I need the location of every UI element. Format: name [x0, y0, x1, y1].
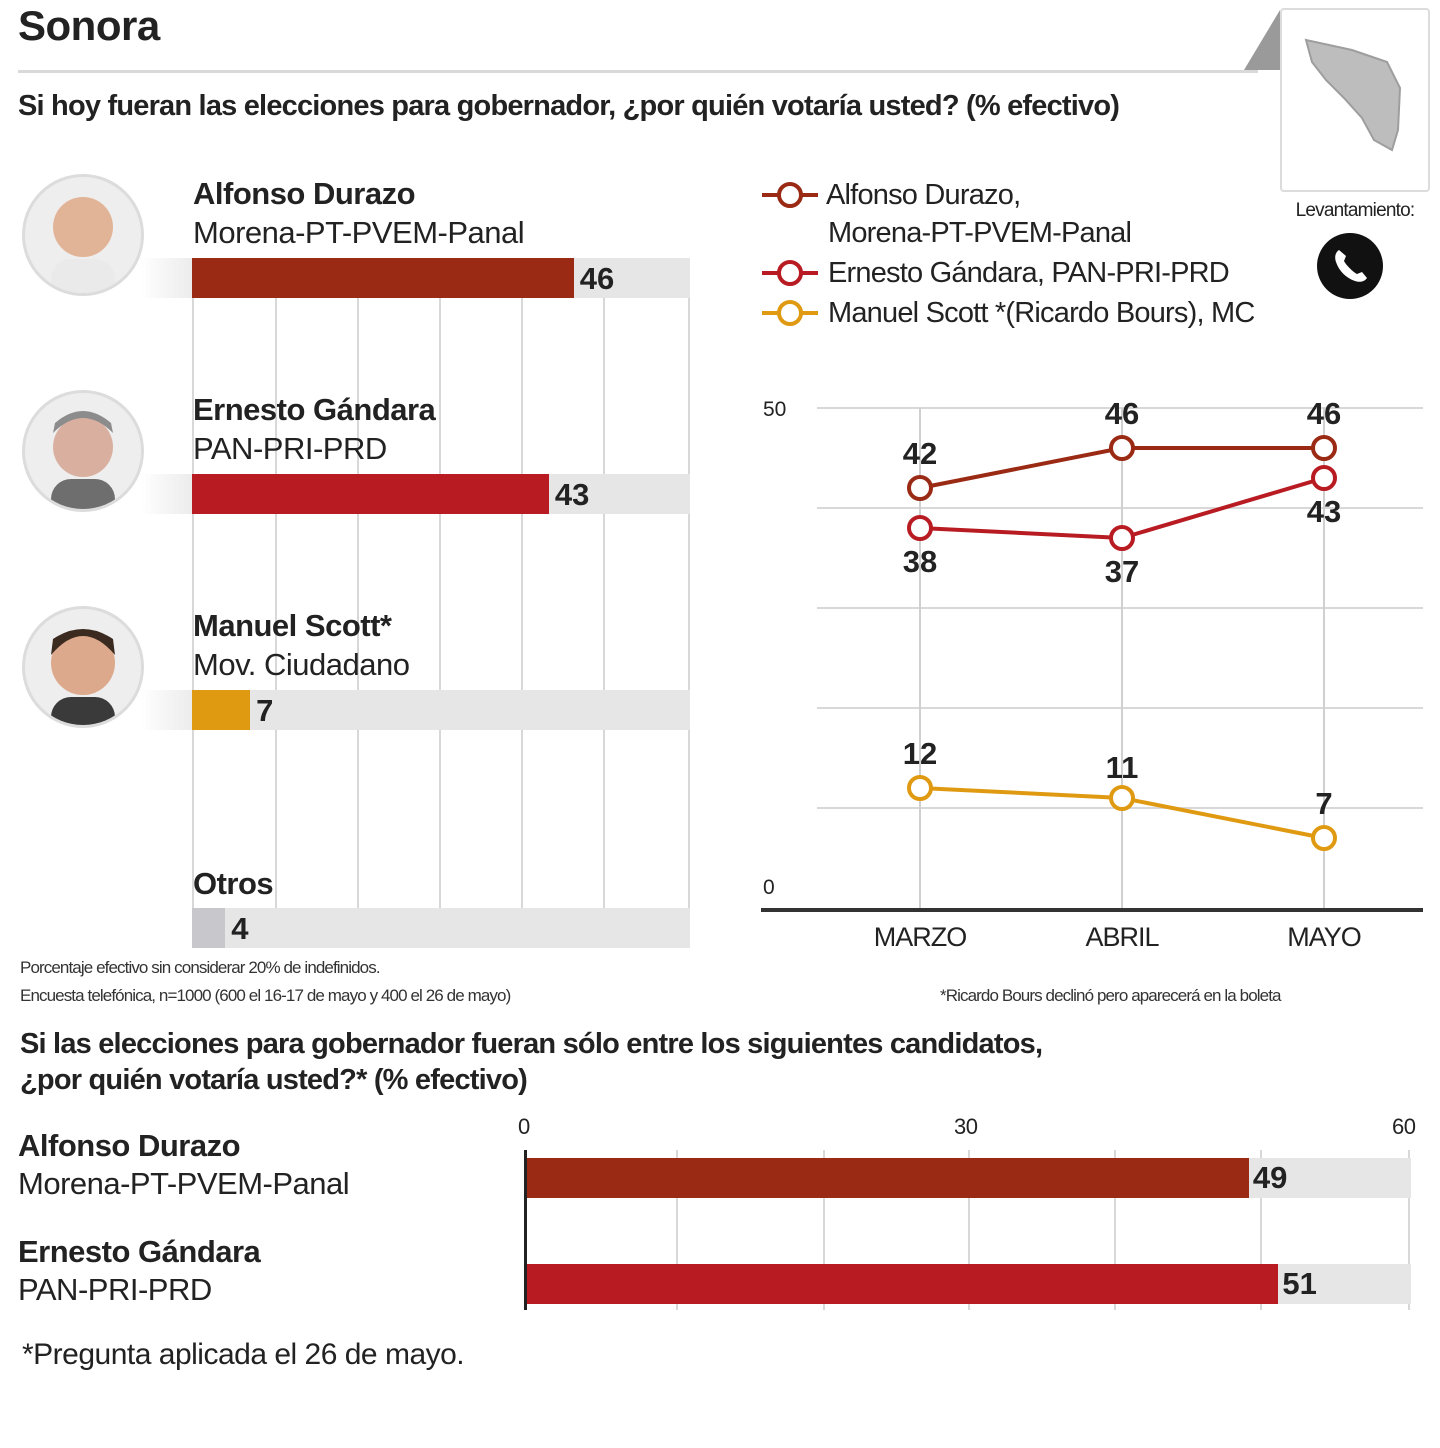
note-sample: Encuesta telefónica, n=1000 (600 el 16-17 de mayo y 400 el 26 de mayo) [20, 986, 511, 1005]
bar-value-label: 51 [1282, 1266, 1317, 1301]
data-label: 12 [902, 736, 938, 771]
candidate-party: Morena-PT-PVEM-Panal [18, 1166, 350, 1201]
grid-line [275, 260, 277, 948]
data-point [909, 517, 931, 539]
runoff-bar-durazo [527, 1158, 1249, 1198]
line-chart [755, 390, 1435, 960]
photo-shadow [140, 690, 192, 730]
grid-line [688, 260, 690, 948]
candidate-photo-gandara [22, 390, 144, 512]
x-tick-label: MAYO [1287, 922, 1361, 952]
bar-gandara [192, 474, 549, 514]
legend-marker-icon [760, 258, 820, 288]
grid-line [357, 260, 359, 948]
question-1: Si hoy fueran las elecciones para gobernador, ¿por quién votaría usted? (% efectivo) [18, 90, 1120, 122]
grid-line [603, 260, 605, 948]
data-point [1111, 527, 1133, 549]
candidate-name: Ernesto Gándara [18, 1234, 261, 1269]
data-label: 38 [902, 544, 938, 579]
data-point [1313, 467, 1335, 489]
bar-value-label: 46 [579, 261, 615, 296]
candidate-party: Morena-PT-PVEM-Panal [193, 215, 525, 250]
runoff-bar-gandara [527, 1264, 1278, 1304]
legend-entry [760, 254, 1320, 294]
page-title: Sonora [18, 2, 160, 49]
x-tick-label: ABRIL [1085, 922, 1159, 952]
axis-tick-label: 0 [518, 1114, 530, 1139]
photo-shadow [140, 258, 192, 298]
data-label: 43 [1306, 494, 1342, 529]
bar-track [192, 908, 690, 948]
sonora-map-icon [1280, 8, 1430, 192]
candidate-name: Otros [193, 866, 274, 901]
question-2-line-1: Si las elecciones para gobernador fueran sólo entre los siguientes candidatos, [20, 1028, 1043, 1060]
y-tick-label: 0 [763, 876, 775, 899]
x-tick-label: MARZO [873, 922, 967, 952]
grid-line [192, 260, 194, 948]
line-chart-legend [760, 176, 1320, 336]
data-label: 11 [1105, 750, 1139, 785]
legend-label: Alfonso Durazo, [826, 179, 1021, 211]
title-rule [18, 70, 1258, 73]
y-tick-label: 50 [763, 398, 787, 421]
data-point [1313, 827, 1335, 849]
candidate-name: Manuel Scott* [193, 608, 392, 643]
bar-track [527, 1264, 1411, 1304]
bar-value-label: 43 [554, 477, 590, 512]
axis-tick-label: 60 [1392, 1114, 1416, 1139]
data-label: 42 [902, 436, 938, 471]
note-effective: Porcentaje efectivo sin considerar 20% de indefinidos. [20, 958, 380, 977]
candidate-photo-scott [22, 606, 144, 728]
question-2 [20, 1026, 1042, 1098]
data-point [909, 777, 931, 799]
axis-tick-label: 30 [954, 1114, 978, 1139]
bar-durazo [192, 258, 574, 298]
legend-entry [760, 176, 1320, 256]
legend-marker-icon [760, 298, 820, 328]
candidate-party: PAN-PRI-PRD [18, 1272, 212, 1307]
survey-method-label: Levantamiento: [1295, 200, 1415, 221]
legend-label: Ernesto Gándara, PAN-PRI-PRD [828, 257, 1229, 289]
legend-label: Morena-PT-PVEM-Panal [828, 217, 1132, 249]
main-bar-chart [0, 160, 700, 960]
bar-value-label: 49 [1252, 1160, 1288, 1195]
data-label: 7 [1315, 786, 1333, 821]
candidate-name: Alfonso Durazo [193, 176, 416, 211]
bar-value-label: 7 [256, 693, 274, 728]
data-label: 46 [1306, 396, 1342, 431]
candidate-party: Mov. Ciudadano [193, 647, 410, 682]
candidate-name: Ernesto Gándara [193, 392, 436, 427]
bar-scott [192, 690, 250, 730]
candidate-photo-durazo [22, 174, 144, 296]
bar-track [192, 474, 690, 514]
runoff-bar-chart [0, 1110, 1440, 1320]
runoff-footnote: *Pregunta aplicada el 26 de mayo. [22, 1338, 465, 1371]
legend-marker-icon [760, 180, 820, 210]
data-label: 46 [1104, 396, 1140, 431]
data-point [1111, 437, 1133, 459]
data-label: 37 [1104, 554, 1140, 589]
legend-entry [760, 294, 1320, 334]
candidate-name: Alfonso Durazo [18, 1128, 241, 1163]
title-tab-decoration [1244, 10, 1280, 70]
bar-otros [192, 908, 225, 948]
photo-shadow [140, 474, 192, 514]
grid-line [439, 260, 441, 948]
data-point [1111, 787, 1133, 809]
grid-line [521, 260, 523, 948]
data-point [909, 477, 931, 499]
data-point [1313, 437, 1335, 459]
legend-label: Manuel Scott *(Ricardo Bours), MC [828, 297, 1255, 329]
phone-icon [1317, 233, 1383, 299]
note-bours: *Ricardo Bours declinó pero aparecerá en la boleta [940, 986, 1281, 1005]
bar-value-label: 4 [231, 911, 249, 946]
question-2-line-2: ¿por quién votaría usted?* (% efectivo) [20, 1064, 527, 1096]
candidate-party: PAN-PRI-PRD [193, 431, 387, 466]
bar-track [192, 258, 690, 298]
